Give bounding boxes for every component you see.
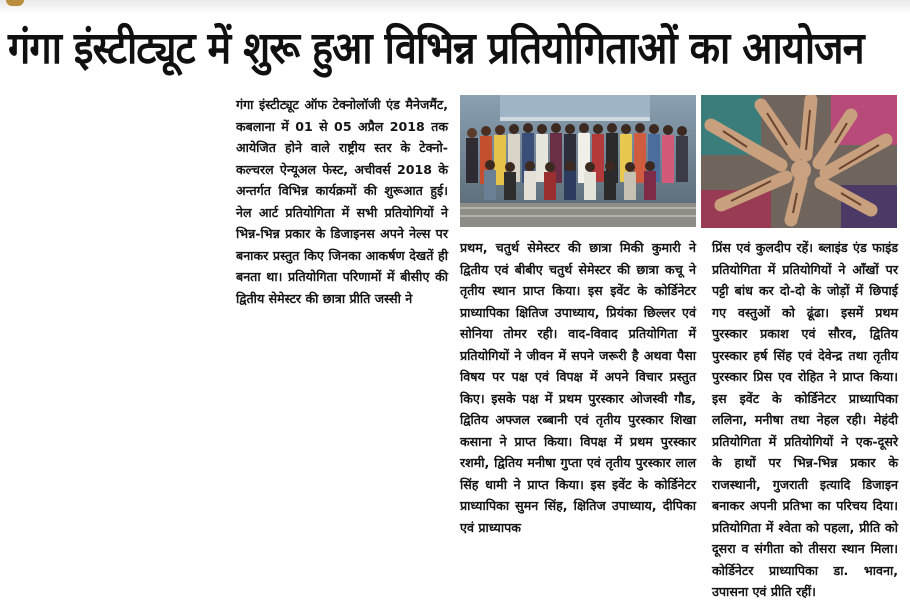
article-column-2 (460, 237, 696, 538)
article-column-1 (236, 94, 448, 309)
mehndi-photo-image (701, 95, 897, 228)
headline: गंगा इंस्टीट्यूट में शुरू हुआ विभिन्न प्रतियोगिताओं का आयोजन (8, 23, 864, 74)
group-photo (460, 95, 696, 227)
mehndi-photo (701, 95, 897, 228)
article-text-col2: प्रथम, चतुर्थ सेमेस्टर की छात्रा मिकी कुमारी ने द्वितीय एवं बीबीए चतुर्थ सेमेस्टर की छात्रा कचू ने तृतीय स्थान प्राप्त किया। इस इवेंट के कोर्डिनेटर प्राध्यापिका क्षितिज उपाध्याय, प्रियंका छिल्लर एवं सोनिया तोमर रही। वाद-विवाद प्रतियोगिता में प्रतियोगियों ने जीवन में सपने जरूरी है अथवा पैसा विषय पर पक्ष एवं विपक्ष में अपने विचार प्रस्तुत किए। इसके पक्ष में प्रथम पुरस्कार ओजस्वी गौड, द्वितिय अफ्जल रब्बानी एवं तृतीय पुरस्कार शिखा कसाना ने प्राप्त किया। विपक्ष में प्रथम पुरस्कार रशमी, द्वितिय मनीषा गुप्ता एवं तृतीय पुरस्कार लाल सिंह धामी ने प्राप्त किया। इस इवेंट के कोर्डिनेटर प्राध्यापिका सुमन सिंह, क्षितिज उपाध्याय, दीपिका एवं प्राध्यापक (460, 240, 696, 535)
clipping-top-edge (0, 0, 910, 14)
article-text-col1: गंगा इंस्टीट्यूट ऑफ टेक्नोलॉजी एंड मैनेजमैंट, कबलाना में 01 से 05 अप्रैल 2018 तक आयेजित होने वाले राष्ट्रीय स्तर के टेक्नो-कल्चरल ऐन्यूअल फेस्ट, अचीवर्स 2018 के अन्तर्गत विभिन्न कार्यक्रमों की शुरूआत हुई। नेल आर्ट प्रतियोगिता में सभी प्रतियोगियों ने भिन्न-भिन्न प्रकार के डिजाइनस अपने नेल्स पर बनाकर प्रस्तुत किए जिनका आकर्षण देखतें ही बनता था। प्रतियोगिता परिणामों में बीसीए की द्वितीय सेमेस्टर की छात्रा प्रीति जस्सी ने (236, 97, 448, 306)
article-column-3 (712, 237, 898, 603)
article-text-col3: प्रिंस एवं कुलदीप रहें। ब्लाइंड एंड फाइंड प्रतियोगिता में प्रतियोगियों ने आँखों पर पट्टी बांध कर दो-दो के जोड़ों में छिपाई गए वस्तुओं को ढूंढा। इसमें प्रथम पुरस्कार प्रकाश एवं सौरव, द्वितिय पुरस्कार हर्ष सिंह एवं देवेन्द्र तथा तृतीय पुरस्कार प्रिस एव रोहित ने प्राप्त किया। इस इवेंट के कोर्डिनेटर प्राध्यापिका ललिना, मनीषा तथा नेहल रही। मेहंदी प्रतियोगिता में प्रतियोगियों ने एक-दूसरे के हाथों पर भिन्न-भिन्न प्रकार के राजस्थानी, गुजराती इत्यादि डिजाइन बनाकर अपनी प्रतिभा का परिचय दिया। प्रतियोगिता में श्वेता को पहला, प्रीति को दूसरा व संगीता को तीसरा स्थान मिला। कोर्डिनेटर प्राध्यापिका डा. भावना, उपासना एवं प्रीति रहीं। (712, 240, 898, 599)
group-photo-image (460, 95, 696, 227)
